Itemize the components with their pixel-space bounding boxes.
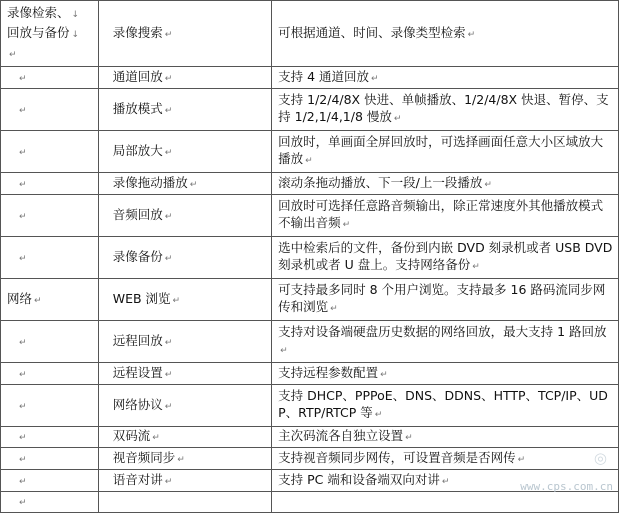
table-row	[1, 321, 619, 363]
paragraph-mark: ↵	[164, 476, 173, 487]
feature-cell	[98, 279, 271, 321]
paragraph-mark: ↵	[441, 476, 450, 487]
paragraph-mark: ↵	[342, 220, 351, 230]
category-cell	[1, 279, 99, 321]
paragraph-mark: ↵	[19, 105, 27, 116]
feature-name: WEB 浏览	[112, 290, 171, 306]
paragraph-mark: ↵	[164, 369, 173, 380]
description-cell	[272, 363, 619, 385]
table-row	[1, 173, 619, 195]
table-row	[1, 427, 619, 448]
feature-description: 回放时可选择任意路音频输出，除正常速度外其他播放模式不输出音频	[278, 198, 604, 230]
table-row	[1, 67, 619, 89]
feature-name: 播放模式	[112, 100, 163, 116]
feature-cell	[98, 427, 271, 448]
feature-description: 支持 4 通道回放	[278, 68, 370, 84]
category-cell	[1, 195, 99, 237]
feature-name: 视音频同步	[112, 449, 176, 465]
table-row	[1, 279, 619, 321]
feature-cell	[98, 385, 271, 427]
paragraph-mark: ↵	[164, 253, 173, 264]
category-label: 录像检索、	[7, 4, 70, 20]
table-row	[1, 195, 619, 237]
description-cell	[272, 67, 619, 89]
feature-cell	[98, 89, 271, 131]
table-row	[1, 237, 619, 279]
description-cell	[272, 131, 619, 173]
feature-name: 远程回放	[112, 332, 163, 348]
paragraph-mark: ↵	[19, 337, 27, 348]
paragraph-mark: ↵	[19, 454, 27, 465]
paragraph-mark: ↵	[19, 433, 27, 443]
category-cell	[1, 1, 99, 67]
feature-cell	[98, 492, 271, 513]
table-row	[1, 131, 619, 173]
description-cell	[272, 385, 619, 427]
category-cell	[1, 385, 99, 427]
table-row	[1, 363, 619, 385]
feature-description: 支持 PC 端和设备端双向对讲	[278, 471, 440, 487]
table-row	[1, 448, 619, 470]
description-cell	[272, 237, 619, 279]
paragraph-mark: ↵	[371, 73, 379, 84]
description-cell	[272, 492, 619, 513]
table-row	[1, 1, 619, 67]
paragraph-mark: ↵	[19, 253, 27, 264]
paragraph-mark: ↵	[472, 262, 480, 272]
feature-description: 主次码流各自独立设置	[278, 428, 404, 443]
paragraph-mark: ↵	[164, 73, 173, 84]
description-cell	[272, 279, 619, 321]
feature-cell	[98, 448, 271, 470]
table-row	[1, 89, 619, 131]
paragraph-mark: ↵	[164, 29, 173, 40]
paragraph-mark: ↵	[19, 211, 27, 222]
paragraph-mark: ↵	[164, 401, 173, 412]
paragraph-mark: ↵	[19, 498, 27, 508]
paragraph-mark: ↵	[484, 179, 492, 190]
feature-cell	[98, 195, 271, 237]
feature-cell	[98, 363, 271, 385]
paragraph-mark: ↵	[34, 295, 42, 306]
feature-cell	[98, 67, 271, 89]
category-label: 网络	[7, 290, 33, 306]
category-cell	[1, 492, 99, 513]
feature-cell	[98, 173, 271, 195]
feature-description: 支持 DHCP、PPPoE、DNS、DDNS、HTTP、TCP/IP、UDP、RTP/RTCP 等	[278, 388, 608, 420]
paragraph-mark: ↵	[305, 156, 313, 166]
paragraph-mark: ↵	[19, 179, 27, 190]
feature-name: 远程设置	[112, 364, 163, 380]
paragraph-mark: ↵	[9, 49, 17, 60]
feature-cell	[98, 131, 271, 173]
paragraph-mark: ↵	[164, 147, 173, 158]
feature-description: 支持视音频同步网传，可设置音频是否网传	[278, 449, 516, 465]
category-cell	[1, 237, 99, 279]
description-cell	[272, 173, 619, 195]
feature-cell	[98, 237, 271, 279]
description-cell	[272, 321, 619, 363]
category-cell	[1, 363, 99, 385]
paragraph-mark: ↵	[164, 337, 173, 348]
paragraph-mark: ↵	[19, 73, 27, 84]
paragraph-mark: ↵	[330, 304, 338, 314]
paragraph-mark: ↵	[380, 369, 388, 380]
down-arrow-mark: ↓	[71, 9, 80, 20]
feature-name: 网络协议	[112, 396, 163, 412]
description-cell	[272, 89, 619, 131]
paragraph-mark: ↵	[172, 295, 181, 306]
feature-cell	[98, 470, 271, 492]
paragraph-mark: ↵	[164, 211, 173, 222]
paragraph-mark: ↵	[164, 105, 173, 116]
feature-description: 支持 1/2/4/8X 快进、单帧播放、1/2/4/8X 快退、暂停、支持 1/2,1/4,1/8 慢放	[278, 92, 609, 124]
table-row	[1, 385, 619, 427]
feature-name: 音频回放	[112, 206, 163, 222]
paragraph-mark: ↵	[405, 433, 413, 443]
feature-description: 支持远程参数配置	[278, 364, 379, 380]
paragraph-mark: ↵	[19, 401, 27, 412]
feature-cell	[98, 321, 271, 363]
feature-cell	[98, 1, 271, 67]
paragraph-mark: ↵	[467, 29, 476, 40]
paragraph-mark: ↵	[19, 369, 27, 380]
down-arrow-mark: ↓	[71, 29, 80, 40]
description-cell	[272, 195, 619, 237]
paragraph-mark: ↵	[19, 476, 27, 487]
category-cell	[1, 321, 99, 363]
description-cell	[272, 1, 619, 67]
feature-description: 支持对设备端硬盘历史数据的网络回放，最大支持 1 路回放	[278, 324, 607, 339]
feature-description: 回放时，单画面全屏回放时，可选择画面任意大小区域放大播放	[278, 134, 604, 166]
watermark-text: www.cps.com.cn	[520, 480, 613, 493]
paragraph-mark: ↵	[374, 410, 383, 420]
description-cell	[272, 427, 619, 448]
category-cell	[1, 427, 99, 448]
paragraph-mark: ↵	[177, 454, 185, 465]
category-cell	[1, 67, 99, 89]
paragraph-mark: ↵	[189, 179, 198, 190]
table-row	[1, 492, 619, 513]
paragraph-mark: ↵	[152, 433, 160, 443]
feature-name: 录像备份	[112, 248, 163, 264]
category-label-line2: 回放与备份	[7, 24, 70, 40]
feature-description: 可根据通道、时间、录像类型检索	[278, 24, 466, 40]
watermark-logo: ◎	[593, 449, 607, 467]
feature-name: 录像搜索	[112, 24, 163, 40]
category-cell	[1, 470, 99, 492]
category-cell	[1, 89, 99, 131]
feature-description: 可支持最多同时 8 个用户浏览。支持最多 16 路码流同步网传和浏览	[278, 282, 606, 314]
category-cell	[1, 173, 99, 195]
feature-name: 局部放大	[112, 142, 163, 158]
paragraph-mark: ↵	[517, 454, 526, 465]
paragraph-mark: ↵	[19, 147, 27, 158]
paragraph-mark: ↵	[393, 114, 402, 124]
description-cell	[272, 448, 619, 470]
category-cell	[1, 448, 99, 470]
paragraph-mark: ↵	[280, 346, 288, 356]
feature-description: 滚动条拖动播放、下一段/上一段播放	[278, 174, 483, 190]
feature-name: 双码流	[112, 428, 151, 443]
category-cell	[1, 131, 99, 173]
feature-description: 选中检索后的文件，备份到内嵌 DVD 刻录机或者 USB DVD 刻录机或者 U 盘上。支持网络备份	[278, 240, 613, 272]
feature-name: 语音对讲	[112, 471, 163, 487]
feature-name: 录像拖动播放	[112, 174, 188, 190]
feature-name: 通道回放	[112, 68, 163, 84]
